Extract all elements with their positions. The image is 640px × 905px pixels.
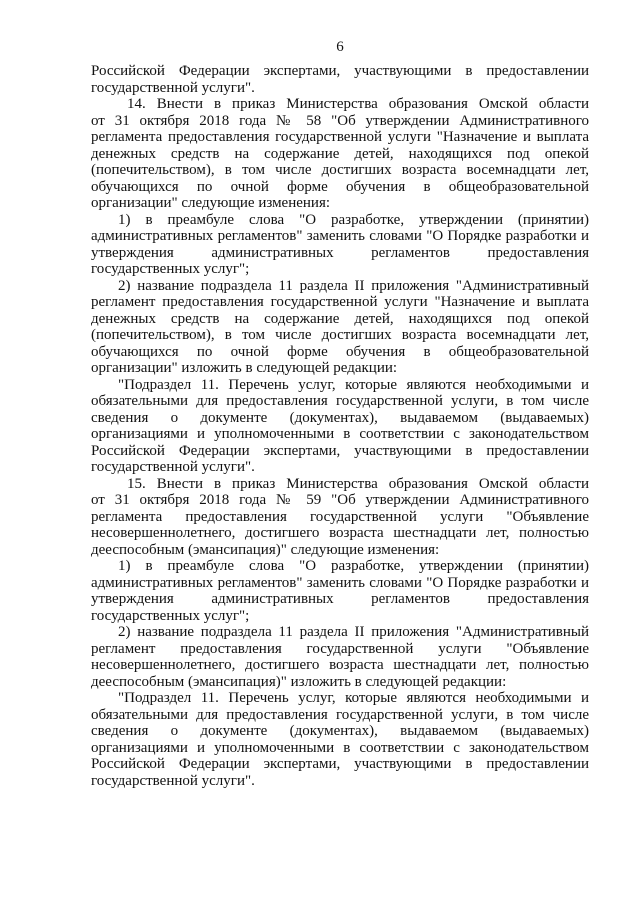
text-line: обучающихся по очной форме обучения в общеобразовательной (91, 343, 589, 360)
paragraph-continuation (91, 63, 589, 96)
text-line: государственных услуг"; (91, 261, 250, 277)
text-line: организации" изложить в следующей редакции: (91, 360, 398, 376)
paragraph-item-15-1 (91, 558, 589, 624)
text-line: регламент предоставления государственной услуги "Назначение и выплата (91, 294, 589, 310)
text-line: дееспособным (эмансипация)" следующие изменения: (91, 541, 440, 558)
text-line: административных регламентов" заменить словами "О Порядке разработки и (91, 574, 589, 591)
text-line: регламента предоставления государственной услуги "Назначение и выплата (91, 129, 589, 145)
text-line: денежных средств на содержание детей, находящихся под опекой (91, 310, 589, 327)
text-line: регламента предоставления государственной услуги "Объявление (91, 508, 589, 525)
text-line: Российской Федерации экспертами, участвующими в предоставлении (91, 756, 589, 772)
text-line: несовершеннолетнего, достигшего возраста шестнадцати лет, полностью (91, 525, 589, 541)
text-line: дееспособным (эмансипация)" изложить в следующей редакции: (91, 673, 507, 690)
paragraph-item-15-quote (91, 690, 589, 789)
text-line: сведения о документе (документах), выдаваемом (выдаваемых) (91, 723, 589, 739)
text-line: Российской Федерации экспертами, участвующими в предоставлении (91, 63, 589, 79)
text-line: государственной услуги". (91, 79, 255, 96)
text-line: несовершеннолетнего, достигшего возраста шестнадцати лет, полностью (91, 657, 589, 673)
text-line: "Подраздел 11. Перечень услуг, которые являются необходимыми и (118, 690, 589, 706)
text-line: "Подраздел 11. Перечень услуг, которые являются необходимыми и (118, 376, 589, 393)
paragraph-item-14-quote (91, 377, 589, 476)
page-number: 6 (336, 39, 344, 55)
text-line: регламент предоставления государственной услуги "Объявление (91, 640, 589, 657)
text-line: утверждения административных регламентов предоставления (91, 244, 589, 261)
paragraph-item-14-1 (91, 212, 589, 278)
paragraph-item-15-2 (91, 624, 589, 690)
text-line: от 31 октября 2018 года № 58 "Об утверждении Административного (91, 112, 589, 129)
paragraph-item-14 (91, 96, 589, 212)
text-line: государственных услуг"; (91, 607, 250, 624)
text-line: государственной услуги". (91, 772, 255, 789)
text-line: 2) название подраздела 11 раздела II приложения "Административный (118, 277, 589, 294)
text-line: утверждения административных регламентов предоставления (91, 591, 589, 607)
text-line: от 31 октября 2018 года № 59 "Об утверждении Административного (91, 492, 589, 508)
text-line: (попечительством), в том числе достигших возраста восемнадцати лет, (91, 327, 589, 343)
paragraph-item-15 (91, 476, 589, 559)
text-line: организации" следующие изменения: (91, 195, 331, 211)
text-line: денежных средств на содержание детей, находящихся под опекой (91, 145, 589, 162)
text-line: (попечительством), в том числе достигших возраста восемнадцати лет, (91, 162, 589, 178)
text-line: обучающихся по очной форме обучения в общеобразовательной (91, 178, 589, 195)
text-line: 2) название подраздела 11 раздела II приложения "Административный (118, 624, 589, 640)
text-line: 1) в преамбуле слова "О разработке, утверждении (принятии) (118, 211, 589, 228)
text-line: обязательными для предоставления государственной услуги, в том числе (91, 393, 589, 409)
text-line: 14. Внести в приказ Министерства образования Омской области (127, 96, 589, 112)
text-line: государственной услуги". (91, 459, 255, 475)
text-line: обязательными для предоставления государственной услуги, в том числе (91, 706, 589, 723)
text-line: 1) в преамбуле слова "О разработке, утверждении (принятии) (118, 558, 589, 574)
text-line: Российской Федерации экспертами, участвующими в предоставлении (91, 442, 589, 459)
text-line: сведения о документе (документах), выдаваемом (выдаваемых) (91, 409, 589, 426)
text-line: 15. Внести в приказ Министерства образования Омской области (127, 475, 589, 492)
text-line: организациями и уполномоченными в соответствии с законодательством (91, 739, 589, 756)
text-line: организациями и уполномоченными в соответствии с законодательством (91, 426, 589, 442)
document-body (91, 63, 589, 789)
paragraph-item-14-2 (91, 278, 589, 377)
text-line: административных регламентов" заменить словами "О Порядке разработки и (91, 228, 589, 244)
